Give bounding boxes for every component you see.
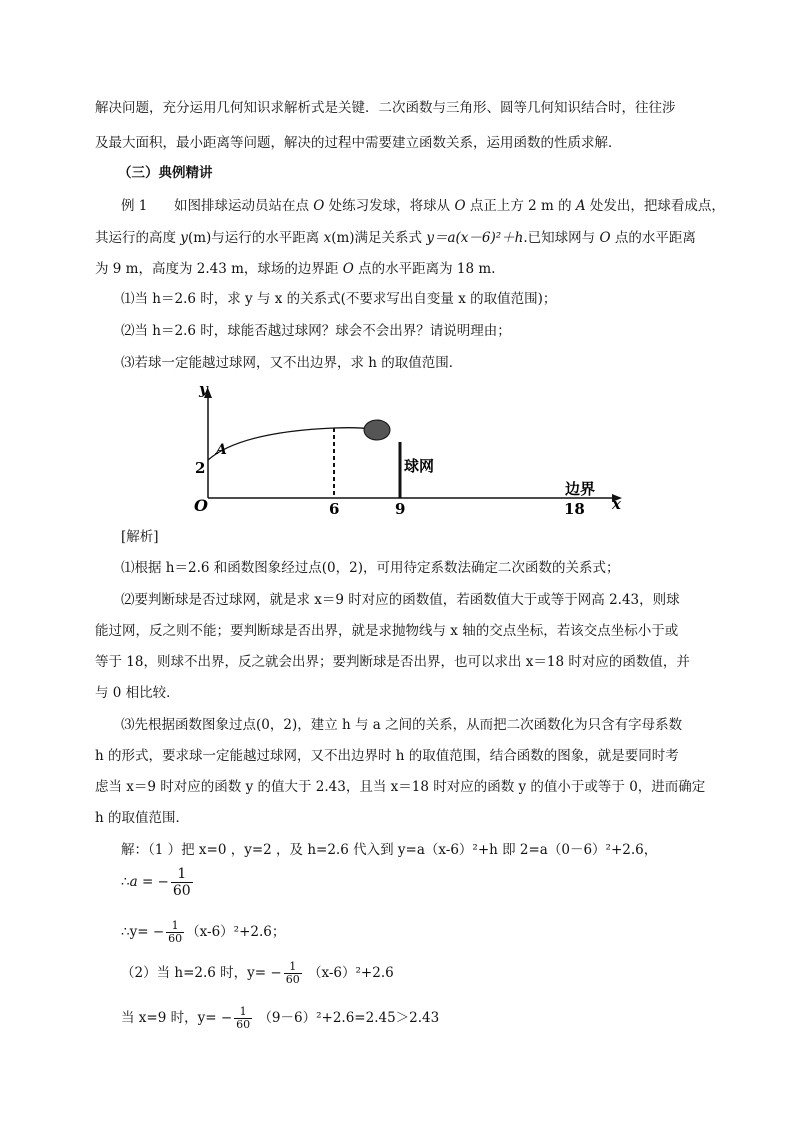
fraction-numerator: 1 xyxy=(171,919,179,932)
analysis-p2-line-3: 等于 18，则球不出界，反之就会出界；要判断球是否出界，也可以求出 x＝18 时对应的函数值，并 xyxy=(95,654,690,670)
tick-label-6: 6 xyxy=(329,500,340,518)
section-title: （三）典例精讲 xyxy=(118,165,213,181)
solution-step-4 xyxy=(121,959,394,987)
text-span: (m)与运行的水平距离 xyxy=(187,230,324,246)
text-span: （x-6）²+2.6 xyxy=(303,965,394,981)
fraction-numerator: 1 xyxy=(239,1005,247,1018)
example-line-1 xyxy=(121,196,725,216)
text-span: 为 9 m，高度为 2.43 m，球场的边界距 xyxy=(95,261,343,277)
analysis-p2-line-4: 与 0 相比较． xyxy=(95,685,180,701)
analysis-p1: ⑴根据 h＝2.6 和函数图象经过点(0，2)，可用待定系数法确定二次函数的关系式； xyxy=(121,560,620,576)
text-span: 处发出，把球看成点， xyxy=(585,198,725,214)
text-span: （2）当 h=2.6 时，y= − xyxy=(121,965,282,981)
example-line-3 xyxy=(95,259,495,279)
text-span: 点的水平距离为 18 m. xyxy=(353,261,496,277)
var-y: y xyxy=(180,230,188,246)
ball-trajectory xyxy=(208,428,372,460)
fraction-denominator: 60 xyxy=(168,932,183,945)
fraction-numerator: 1 xyxy=(177,866,187,882)
fraction-denominator: 60 xyxy=(172,883,191,899)
fraction-denominator: 60 xyxy=(285,973,300,986)
fraction xyxy=(166,920,184,945)
ball xyxy=(364,420,390,440)
therefore-symbol: ∴ xyxy=(121,874,130,890)
y-axis-label: y xyxy=(199,380,208,398)
question-1: ⑴当 h＝2.6 时，求 y 与 x 的关系式(不要求写出自变量 x 的取值范围)； xyxy=(121,291,557,307)
text-span: 如图排球运动员站在点 xyxy=(173,198,314,214)
x-axis-label: x xyxy=(612,495,621,513)
fraction-denominator: 60 xyxy=(236,1018,251,1031)
question-2: ⑵当 h＝2.6 时，球能否越过球网？球会不会出界？请说明理由； xyxy=(121,323,511,339)
solution-step-5 xyxy=(121,1004,439,1032)
text-span: （9－6）²+2.6=2.45＞2.43 xyxy=(254,1010,440,1026)
text-span: 点正上方 2 m 的 xyxy=(465,198,576,214)
equals-minus: = − xyxy=(137,874,169,890)
var-a: a xyxy=(129,874,138,890)
text-span: ∴y= − xyxy=(121,924,165,940)
fraction xyxy=(171,866,193,899)
analysis-p2-line-2: 能过网，反之则不能；要判断球是否出界，就是求抛物线与 x 轴的交点坐标，若该交点坐标小于或 xyxy=(95,623,679,639)
fraction xyxy=(284,961,302,986)
point-o: O xyxy=(454,198,466,214)
boundary-label: 边界 xyxy=(565,480,596,498)
analysis-title: [解析] xyxy=(121,529,159,545)
tick-label-2: 2 xyxy=(195,459,206,477)
intro-line-1: 解决问题，充分运用几何知识求解析式是关键．二次函数与三角形、圆等几何知识结合时，往往涉 xyxy=(95,100,676,116)
solution-step-2 xyxy=(121,862,195,902)
text-span: 处练习发球，将球从 xyxy=(324,198,455,214)
question-3: ⑶若球一定能越过球网，又不出边界，求 h 的取值范围． xyxy=(121,355,463,371)
analysis-p3-line-1: ⑶先根据函数图象过点(0，2)，建立 h 与 a 之间的关系，从而把二次函数化为只含有字母系数 xyxy=(121,717,683,733)
point-a: A xyxy=(575,198,586,214)
example-label: 例 1 xyxy=(121,198,148,214)
point-o: O xyxy=(342,261,354,277)
solution-step-3 xyxy=(121,918,285,946)
analysis-p3-line-2: h 的形式，要求球一定能越过球网，又不出边界时 h 的取值范围，结合函数的图象，就是要同时考 xyxy=(95,748,679,764)
analysis-p2-line-1: ⑵要判断球是否过球网，就是求 x＝9 时对应的函数值，若函数值大于或等于网高 2.43，则球 xyxy=(121,592,680,608)
origin-label: O xyxy=(194,496,208,515)
formula: y＝a(x－6)²＋h xyxy=(426,230,524,246)
analysis-p3-line-3: 虑当 x＝9 时对应的函数 y 的值大于 2.43，且当 x＝18 时对应的函数 y 的值小于或等于 0，进而确定 xyxy=(95,779,706,795)
text-span: (m)满足关系式 xyxy=(331,230,427,246)
tick-label-9: 9 xyxy=(395,500,406,518)
analysis-p3-line-4: h 的取值范围． xyxy=(95,810,189,826)
solution-step-1: 解：（1 ）把 x=0 ，y=2 ，及 h=2.6 代入到 y=a（x-6）²+h 即 2=a（0－6）²+2.6， xyxy=(121,842,658,858)
var-x: x xyxy=(323,230,332,246)
fraction-numerator: 1 xyxy=(289,960,297,973)
trajectory-figure xyxy=(190,378,630,520)
intro-line-2: 及最大面积，最小距离等问题，解决的过程中需要建立函数关系，运用函数的性质求解． xyxy=(95,135,622,151)
text-span: .已知球网与 xyxy=(523,230,600,246)
fraction xyxy=(234,1006,252,1031)
tick-label-18: 18 xyxy=(564,500,585,518)
point-o: O xyxy=(599,230,611,246)
text-span: （x-6）²+2.6； xyxy=(186,924,286,940)
point-a-label: A xyxy=(216,442,227,458)
text-span: 当 x=9 时，y= − xyxy=(121,1010,233,1026)
net-label: 球网 xyxy=(404,457,435,475)
text-span: 点的水平距离 xyxy=(610,230,696,246)
point-o: O xyxy=(313,198,325,214)
example-line-2 xyxy=(95,228,696,248)
text-span: 其运行的高度 xyxy=(95,230,181,246)
